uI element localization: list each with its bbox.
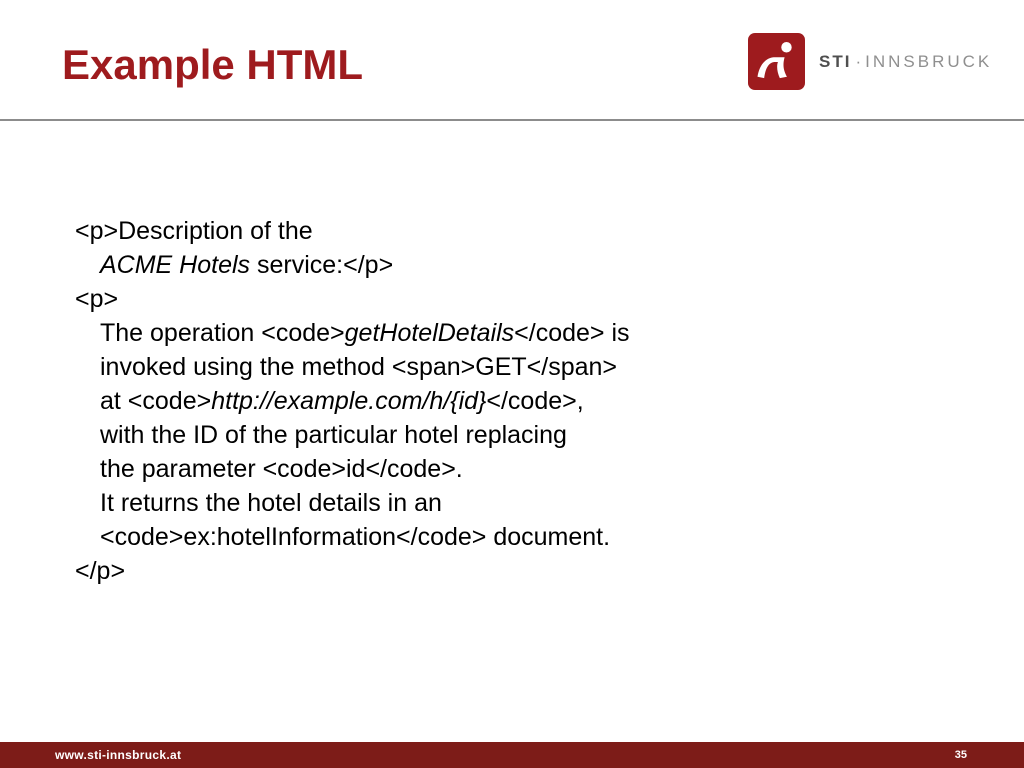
code-segment: </code> is	[514, 319, 630, 347]
code-line	[75, 486, 630, 520]
code-line	[75, 418, 630, 452]
logo-text-innsbruck: INNSBRUCK	[865, 51, 993, 71]
code-segment: </code>,	[486, 387, 584, 415]
page-title: Example HTML	[62, 41, 364, 88]
code-line	[75, 214, 630, 248]
code-line	[75, 248, 630, 282]
code-segment: <p>	[75, 285, 119, 313]
code-line	[75, 384, 630, 418]
logo-wordmark	[819, 52, 992, 72]
code-segment-italic: ACME Hotels	[100, 251, 251, 279]
code-segment: The operation <code>	[100, 319, 345, 347]
code-segment-italic: getHotelDetails	[344, 319, 515, 347]
code-segment: </p>	[75, 557, 126, 585]
code-segment: It returns the hotel details in an	[100, 489, 442, 517]
code-line	[75, 554, 630, 588]
code-segment: with the ID of the particular hotel replacing	[100, 421, 567, 449]
code-segment: at <code>	[100, 387, 212, 415]
code-line	[75, 520, 630, 554]
header-divider-line	[0, 119, 1024, 121]
logo-separator-dot: ·	[855, 51, 862, 71]
code-line	[75, 282, 630, 316]
code-segment: service:</p>	[250, 251, 394, 279]
footer-url: www.sti-innsbruck.at	[55, 748, 182, 762]
slide-page-number: 35	[954, 749, 967, 761]
sti-logo-icon	[748, 33, 805, 90]
code-segment: invoked using the method <span>GET</span>	[100, 353, 618, 381]
footer-bar	[0, 742, 1024, 768]
code-segment-italic: http://example.com/h/{id}	[211, 387, 487, 415]
code-line	[75, 350, 630, 384]
sti-innsbruck-logo	[748, 33, 992, 90]
code-line	[75, 316, 630, 350]
code-line	[75, 452, 630, 486]
code-segment: <p>Description of the	[75, 217, 313, 245]
logo-text-sti: STI	[819, 51, 852, 71]
code-block	[75, 214, 630, 588]
code-segment: <code>ex:hotelInformation</code> document.	[100, 523, 611, 551]
code-segment: the parameter <code>id</code>.	[100, 455, 463, 483]
